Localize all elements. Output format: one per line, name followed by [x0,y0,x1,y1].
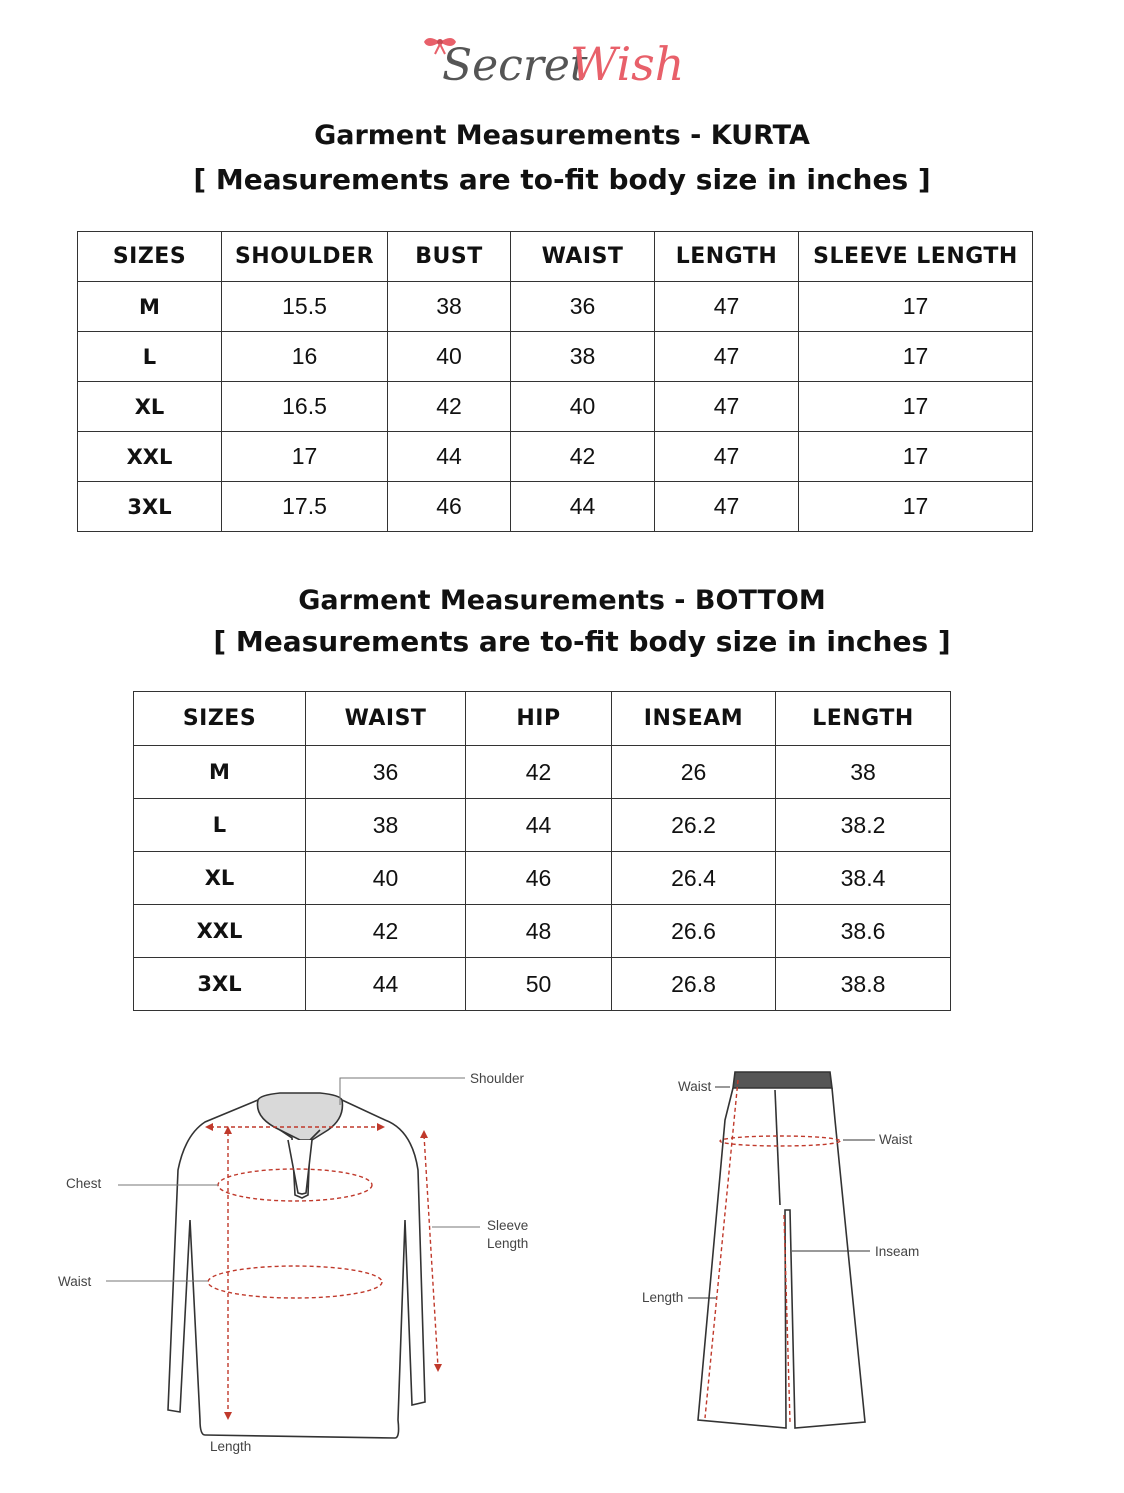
table-cell: 42 [466,746,612,799]
table-cell: 38.6 [776,905,951,958]
table-cell: 38 [776,746,951,799]
pants-length-label: Length [642,1290,684,1305]
table-cell: 46 [388,482,511,532]
kurta-subtitle: [ Measurements are to-fit body size in inches ] [193,163,931,196]
size-cell: XL [134,852,306,905]
table-cell: 42 [511,432,655,482]
table-cell: 50 [466,958,612,1011]
logo-text-secret: Secret [442,40,588,91]
table-cell: 47 [655,432,799,482]
table-cell: 17 [222,432,388,482]
size-cell: M [78,282,222,332]
column-header: INSEAM [612,692,776,746]
table-cell: 26.4 [612,852,776,905]
table-header-row [134,692,951,746]
column-header: SIZES [78,232,222,282]
sleeve-label-line1: Sleeve [487,1218,529,1233]
size-cell: L [134,799,306,852]
table-header-row [78,232,1033,282]
bottom-size-table [133,691,951,1011]
table-cell: 42 [306,905,466,958]
sleeve-label-line2: Length [487,1236,529,1251]
table-row [134,746,951,799]
size-cell: XXL [78,432,222,482]
column-header: WAIST [306,692,466,746]
table-row [78,282,1033,332]
table-cell: 36 [511,282,655,332]
table-row [78,382,1033,432]
table-cell: 44 [466,799,612,852]
table-cell: 17 [799,282,1033,332]
bottom-measurement-diagram [630,1060,930,1440]
size-cell: XXL [134,905,306,958]
table-cell: 38.8 [776,958,951,1011]
table-cell: 47 [655,332,799,382]
waist-label: Waist [58,1274,92,1289]
waist-top-label: Waist [678,1079,712,1094]
shoulder-label: Shoulder [470,1071,525,1086]
table-cell: 16.5 [222,382,388,432]
table-cell: 16 [222,332,388,382]
table-row [78,432,1033,482]
table-cell: 40 [388,332,511,382]
table-cell: 44 [511,482,655,532]
column-header: LENGTH [655,232,799,282]
table-cell: 38 [306,799,466,852]
table-cell: 38.2 [776,799,951,852]
pants-outline [698,1072,865,1428]
table-cell: 38 [511,332,655,382]
table-row [78,332,1033,382]
size-cell: 3XL [78,482,222,532]
table-row [134,799,951,852]
table-cell: 46 [466,852,612,905]
table-cell: 17 [799,382,1033,432]
table-cell: 26.2 [612,799,776,852]
table-cell: 26 [612,746,776,799]
table-cell: 26.8 [612,958,776,1011]
table-row [134,958,951,1011]
table-cell: 15.5 [222,282,388,332]
length-label: Length [210,1439,252,1454]
column-header: HIP [466,692,612,746]
table-cell: 26.6 [612,905,776,958]
size-cell: L [78,332,222,382]
pants-leader-lines [688,1087,875,1298]
size-cell: XL [78,382,222,432]
inseam-label: Inseam [875,1244,920,1259]
table-cell: 47 [655,382,799,432]
table-cell: 36 [306,746,466,799]
kurta-title: Garment Measurements - KURTA [314,120,810,151]
chest-label: Chest [66,1176,102,1191]
bottom-title: Garment Measurements - BOTTOM [298,585,826,616]
table-cell: 42 [388,382,511,432]
column-header: SLEEVE LENGTH [799,232,1033,282]
table-cell: 44 [306,958,466,1011]
kurta-measurement-diagram [40,1060,570,1470]
table-cell: 40 [306,852,466,905]
size-cell: 3XL [134,958,306,1011]
column-header: WAIST [511,232,655,282]
table-cell: 17.5 [222,482,388,532]
table-cell: 47 [655,482,799,532]
column-header: SHOULDER [222,232,388,282]
table-row [134,852,951,905]
table-cell: 48 [466,905,612,958]
table-cell: 47 [655,282,799,332]
column-header: SIZES [134,692,306,746]
bottom-subtitle: [ Measurements are to-fit body size in inches ] [213,625,951,658]
table-cell: 17 [799,432,1033,482]
kurta-size-table [77,231,1033,532]
table-cell: 17 [799,482,1033,532]
brand-logo [0,22,1124,92]
table-cell: 38.4 [776,852,951,905]
table-row [134,905,951,958]
column-header: LENGTH [776,692,951,746]
size-cell: M [134,746,306,799]
table-cell: 38 [388,282,511,332]
column-header: BUST [388,232,511,282]
logo-text-wish: Wish [570,37,685,91]
table-cell: 40 [511,382,655,432]
logo-graphic [412,22,712,92]
table-cell: 17 [799,332,1033,382]
table-cell: 44 [388,432,511,482]
waist-right-label: Waist [879,1132,913,1147]
table-row [78,482,1033,532]
